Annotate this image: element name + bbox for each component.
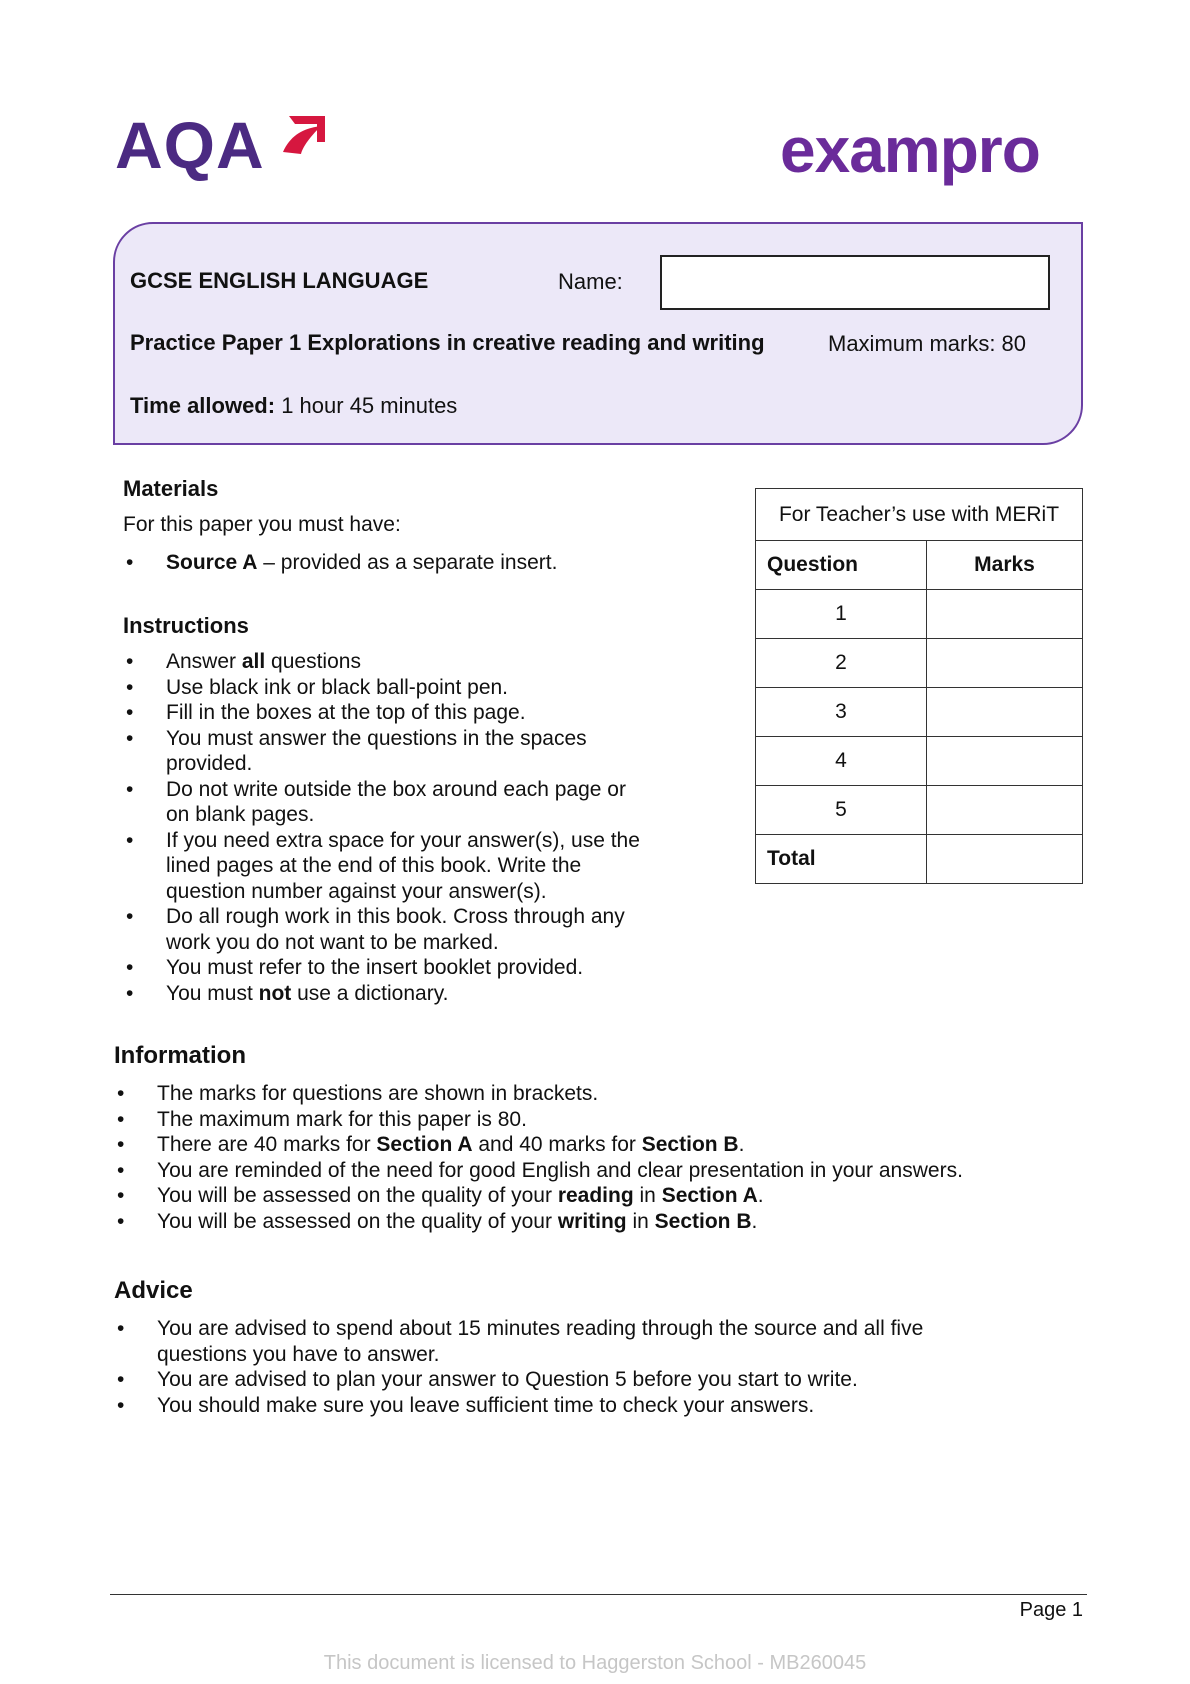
list-item: • You are advised to spend about 15 minutes reading through the source and all five questions you have to answer.: [117, 1317, 924, 1366]
time-allowed-value: 1 hour 45 minutes: [281, 393, 458, 418]
marks-cell[interactable]: [927, 786, 1083, 835]
marks-cell[interactable]: [927, 590, 1083, 639]
instructions-heading: Instructions: [123, 613, 249, 638]
list-item: • You must answer the questions in the spaces provided.: [126, 726, 587, 775]
question-number: 5: [756, 786, 927, 835]
table-row: [756, 835, 1083, 884]
instructions-list: [126, 649, 686, 1006]
question-number: 1: [756, 590, 927, 639]
list-item: • You are reminded of the need for good English and clear presentation in your answers.: [117, 1158, 963, 1182]
aqa-logo: AQA: [115, 108, 265, 182]
list-item: • Use black ink or black ball-point pen.: [126, 675, 509, 699]
license-watermark: This document is licensed to Haggerston School - MB260045: [323, 1652, 867, 1674]
advice-heading: Advice: [114, 1277, 193, 1304]
table-row: [756, 590, 1083, 639]
list-item: • Fill in the boxes at the top of this page.: [126, 701, 526, 724]
materials-heading: Materials: [123, 476, 219, 501]
marks-cell[interactable]: [927, 688, 1083, 737]
name-input-box[interactable]: [660, 255, 1050, 310]
list-item: • If you need extra space for your answer(s), use the lined pages at the end of this book. Write the question number against your answer(s).: [126, 828, 640, 903]
time-allowed-label: Time allowed:: [130, 393, 276, 418]
advice-list: [117, 1316, 1057, 1418]
list-item: • You will be assessed on the quality of your writing in Section B.: [117, 1209, 758, 1233]
list-item: • You must refer to the insert booklet provided.: [126, 956, 584, 979]
list-item: • There are 40 marks for Section A and 40 marks for Section B.: [117, 1133, 745, 1156]
materials-intro: For this paper you must have:: [123, 513, 401, 536]
max-marks: Maximum marks: 80: [828, 331, 1027, 356]
information-heading: Information: [114, 1042, 246, 1069]
total-marks-cell[interactable]: [927, 835, 1083, 884]
list-item: • Do not write outside the box around each page or on blank pages.: [126, 777, 626, 826]
table-row: [756, 737, 1083, 786]
aqa-logo-mark-icon: [281, 114, 325, 158]
exampro-logo: exampro: [780, 114, 1040, 186]
list-item: • You will be assessed on the quality of your reading in Section A.: [117, 1184, 764, 1207]
teacher-marks-table: [755, 488, 1083, 884]
information-list: [117, 1081, 1057, 1234]
list-item: • You must not use a dictionary.: [126, 981, 449, 1005]
marks-cell[interactable]: [927, 737, 1083, 786]
list-item: • Do all rough work in this book. Cross through any work you do not want to be marked.: [126, 905, 625, 954]
total-label: Total: [756, 835, 927, 884]
subject-title: GCSE ENGLISH LANGUAGE: [130, 268, 429, 293]
question-number: 4: [756, 737, 927, 786]
materials-list: [126, 550, 558, 576]
teacher-table-caption: For Teacher’s use with MERiT: [756, 489, 1083, 541]
list-item: • The marks for questions are shown in brackets.: [117, 1082, 599, 1105]
question-number: 3: [756, 688, 927, 737]
table-row: [756, 639, 1083, 688]
list-item: • The maximum mark for this paper is 80.: [117, 1107, 527, 1131]
list-item: • Source A – provided as a separate insert.: [126, 551, 558, 574]
footer-divider: [110, 1594, 1087, 1595]
list-item: • Answer all questions: [126, 650, 361, 673]
list-item: • You are advised to plan your answer to Question 5 before you start to write.: [117, 1368, 858, 1391]
question-column-header: Question: [756, 541, 927, 590]
marks-cell[interactable]: [927, 639, 1083, 688]
list-item: • You should make sure you leave sufficient time to check your answers.: [117, 1393, 815, 1417]
name-label: Name:: [558, 269, 623, 294]
table-row: [756, 786, 1083, 835]
paper-title: Practice Paper 1 Explorations in creative reading and writing: [130, 330, 765, 355]
table-row: [756, 688, 1083, 737]
question-number: 2: [756, 639, 927, 688]
time-allowed: [130, 393, 457, 419]
marks-column-header: Marks: [927, 541, 1083, 590]
page-number: Page 1: [1019, 1599, 1083, 1621]
